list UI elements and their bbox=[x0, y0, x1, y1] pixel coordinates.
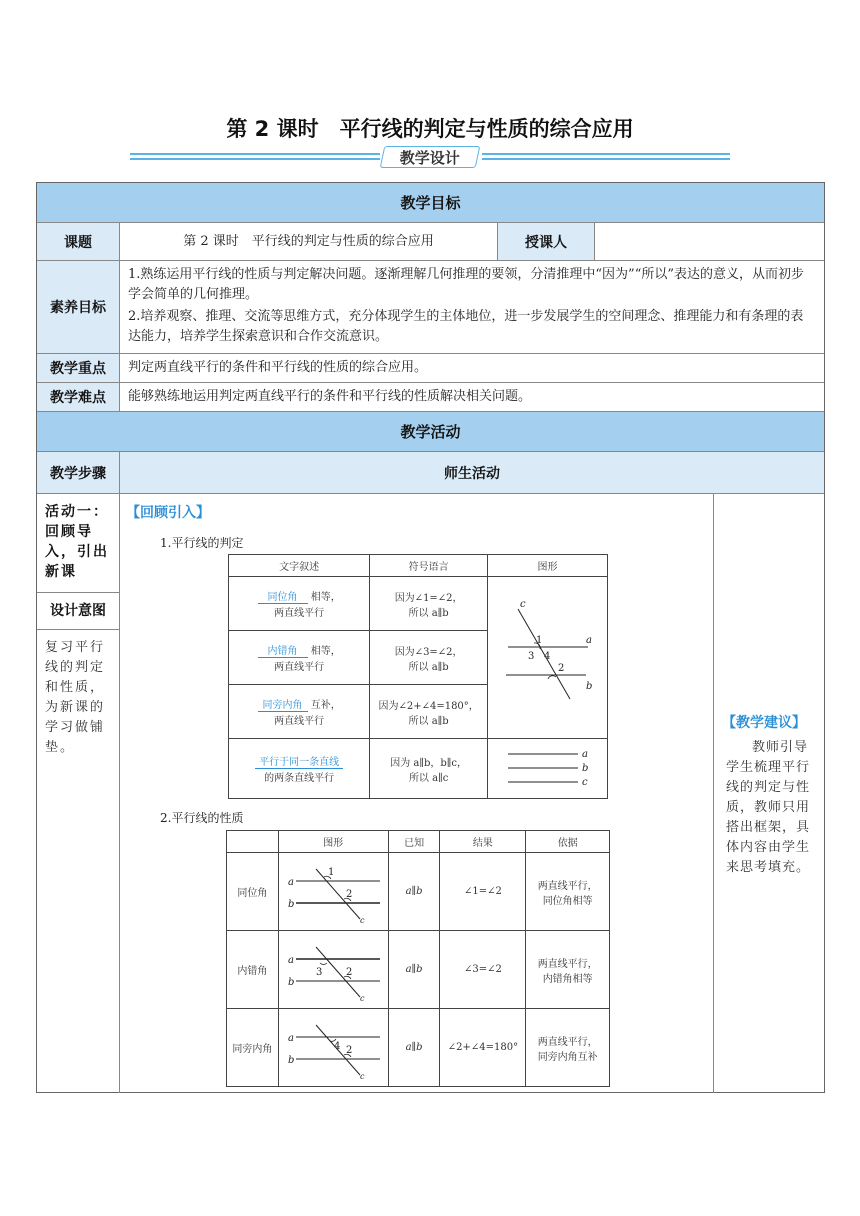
property-name: 同旁内角 bbox=[227, 1009, 279, 1087]
difficult-row bbox=[37, 383, 824, 412]
key-row bbox=[37, 354, 824, 383]
label-a: a bbox=[288, 877, 295, 888]
property-known: a∥b bbox=[388, 853, 440, 931]
subtitle-text: 教学设计 bbox=[399, 149, 460, 167]
answer-blank: 同旁内角 bbox=[258, 696, 308, 712]
course-row bbox=[37, 223, 824, 261]
basis-line2: 同旁内角互补 bbox=[537, 1051, 598, 1063]
judgement-tail: 相等， bbox=[310, 592, 341, 603]
property-name: 同位角 bbox=[227, 853, 279, 931]
judgement-symbol-cell bbox=[370, 577, 488, 631]
property-figure-cell bbox=[278, 1009, 388, 1087]
property-col-result: 结果 bbox=[440, 831, 526, 853]
judgement-symbol-cell bbox=[370, 685, 488, 739]
property-basis bbox=[526, 931, 610, 1009]
property-col-known: 已知 bbox=[388, 831, 440, 853]
label-a: a bbox=[288, 955, 295, 966]
teacher-value bbox=[595, 223, 824, 260]
label-4: 4 bbox=[334, 1041, 341, 1052]
teacher-student-label: 师生活动 bbox=[120, 452, 824, 493]
label-c: c bbox=[360, 1072, 365, 1081]
activity-header bbox=[37, 412, 824, 452]
label-c: c bbox=[360, 916, 365, 925]
answer-blank: 同位角 bbox=[258, 588, 308, 604]
symbol-line1: 因为 a∥b，b∥c， bbox=[390, 757, 468, 769]
property-result: ∠1=∠2 bbox=[440, 853, 526, 931]
basis-line2: 内错角相等 bbox=[542, 973, 593, 985]
steps-row bbox=[37, 452, 824, 494]
teacher-label: 授课人 bbox=[498, 223, 595, 260]
basis-line1: 两直线平行， bbox=[537, 1036, 598, 1048]
three-parallel-figure bbox=[492, 742, 602, 792]
label-b: b bbox=[586, 681, 593, 692]
activity-header-text: 教学活动 bbox=[400, 423, 461, 441]
judgement-line2: 两直线平行 bbox=[274, 608, 325, 619]
symbol-line1: 因为∠3=∠2， bbox=[394, 646, 463, 658]
label-b: b bbox=[582, 763, 589, 774]
course-label: 课题 bbox=[37, 223, 120, 260]
activity-step-column bbox=[37, 494, 120, 1093]
basis-line2: 同位角相等 bbox=[542, 895, 593, 907]
label-2: 2 bbox=[346, 889, 353, 900]
section-property-title: 2.平行线的性质 bbox=[160, 811, 244, 825]
property-row bbox=[227, 931, 610, 1009]
label-2: 2 bbox=[558, 663, 565, 674]
label-c: c bbox=[582, 777, 589, 788]
property-basis bbox=[526, 853, 610, 931]
property-result: ∠3=∠2 bbox=[440, 931, 526, 1009]
objectives-header-text: 教学目标 bbox=[400, 194, 461, 212]
suggestion-column bbox=[714, 494, 824, 1093]
judgement-table bbox=[228, 554, 608, 799]
review-title: 【回顾引入】 bbox=[126, 505, 210, 521]
difficult-label: 教学难点 bbox=[37, 383, 120, 411]
property-row bbox=[227, 853, 610, 931]
corresponding-angle-figure bbox=[280, 855, 386, 925]
judgement-line2: 的两条直线平行 bbox=[264, 773, 335, 784]
judgement-text-cell bbox=[229, 577, 370, 631]
steps-label: 教学步骤 bbox=[37, 452, 120, 493]
judgement-text-cell bbox=[229, 739, 370, 799]
design-text: 复习平行线的判定和性质，为新课的学习做铺垫。 bbox=[45, 640, 106, 755]
label-4: 4 bbox=[544, 651, 551, 662]
property-col-name bbox=[227, 831, 279, 853]
label-1: 1 bbox=[536, 635, 543, 646]
property-name: 内错角 bbox=[227, 931, 279, 1009]
answer-blank: 内错角 bbox=[258, 642, 308, 658]
literacy-row bbox=[37, 261, 824, 354]
judgement-header-row bbox=[229, 555, 608, 577]
difficult-value: 能够熟练地运用判定两直线平行的条件和平行线的性质解决相关问题。 bbox=[128, 389, 532, 404]
basis-line1: 两直线平行， bbox=[537, 958, 598, 970]
judgement-figure-cell bbox=[487, 577, 607, 739]
lesson-table bbox=[36, 182, 825, 1093]
property-row bbox=[227, 1009, 610, 1087]
judgement-line2: 两直线平行 bbox=[274, 716, 325, 727]
label-a: a bbox=[586, 635, 593, 646]
label-b: b bbox=[288, 977, 295, 988]
judgement-symbol-cell bbox=[370, 631, 488, 685]
activity-one-title: 活动一：回顾导入，引出新课 bbox=[45, 504, 109, 580]
label-b: b bbox=[288, 899, 295, 910]
symbol-line2: 所以 a∥b bbox=[408, 715, 449, 727]
label-c: c bbox=[360, 994, 365, 1003]
subtitle-banner bbox=[130, 146, 730, 168]
property-known: a∥b bbox=[388, 931, 440, 1009]
property-figure-cell bbox=[278, 853, 388, 931]
parallel-figure-cell bbox=[487, 739, 607, 799]
objectives-header bbox=[37, 183, 824, 223]
alternate-angle-figure bbox=[280, 933, 386, 1003]
judgement-col-figure: 图形 bbox=[487, 555, 607, 577]
key-label: 教学重点 bbox=[37, 354, 120, 382]
label-b: b bbox=[288, 1055, 295, 1066]
judgement-symbol-cell bbox=[370, 739, 488, 799]
judgement-text-cell bbox=[229, 631, 370, 685]
page-title: 第 2 课时 平行线的判定与性质的综合应用 bbox=[226, 117, 634, 141]
literacy-label: 素养目标 bbox=[37, 261, 120, 353]
label-2: 2 bbox=[346, 967, 353, 978]
symbol-line2: 所以 a∥c bbox=[408, 772, 449, 784]
judgement-row bbox=[229, 577, 608, 631]
literacy-content bbox=[120, 261, 824, 353]
course-value: 第 2 课时 平行线的判定与性质的综合应用 bbox=[120, 223, 498, 260]
judgement-tail: 互补， bbox=[310, 700, 341, 711]
literacy-item-2: 2.培养观察、推理、交流等思维方式，充分体现学生的主体地位，进一步发展学生的空间理念、推理能力和有条理的表达能力，培养学生探索意识和合作交流意识。 bbox=[128, 309, 804, 344]
label-a: a bbox=[582, 749, 589, 760]
property-known: a∥b bbox=[388, 1009, 440, 1087]
activity-content-column bbox=[120, 494, 714, 1093]
property-col-figure: 图形 bbox=[278, 831, 388, 853]
property-figure-cell bbox=[278, 931, 388, 1009]
label-1: 1 bbox=[328, 867, 335, 878]
design-label: 设计意图 bbox=[37, 592, 119, 630]
suggestion-text: 教师引导学生梳理平行线的判定与性质，教师只用搭出框架，具体内容由学生来思考填充。 bbox=[726, 740, 811, 875]
label-3: 3 bbox=[316, 967, 323, 978]
symbol-line2: 所以 a∥b bbox=[408, 607, 449, 619]
section-judgement-title: 1.平行线的判定 bbox=[160, 536, 244, 550]
property-basis bbox=[526, 1009, 610, 1087]
transversal-figure bbox=[488, 591, 606, 721]
answer-blank: 平行于同一条直线 bbox=[255, 753, 343, 769]
symbol-line1: 因为∠2+∠4=180°， bbox=[378, 700, 479, 712]
key-value: 判定两直线平行的条件和平行线的性质的综合应用。 bbox=[128, 360, 428, 375]
interior-angle-figure bbox=[280, 1011, 386, 1081]
symbol-line2: 所以 a∥b bbox=[408, 661, 449, 673]
label-3: 3 bbox=[528, 651, 535, 662]
property-table bbox=[226, 830, 610, 1087]
judgement-col-text: 文字叙述 bbox=[229, 555, 370, 577]
subtitle-tag bbox=[380, 146, 481, 168]
judgement-row bbox=[229, 739, 608, 799]
suggestion-title: 【教学建议】 bbox=[722, 715, 806, 731]
basis-line1: 两直线平行， bbox=[537, 880, 598, 892]
judgement-text-cell bbox=[229, 685, 370, 739]
literacy-item-1: 1.熟练运用平行线的性质与判定解决问题。逐渐理解几何推理的要领，分清推理中“因为”“所以”表达的意义，从而初步学会简单的几何推理。 bbox=[128, 267, 804, 302]
judgement-col-symbol: 符号语言 bbox=[370, 555, 488, 577]
property-result: ∠2+∠4=180° bbox=[440, 1009, 526, 1087]
judgement-line2: 两直线平行 bbox=[274, 662, 325, 673]
property-header-row bbox=[227, 831, 610, 853]
label-a: a bbox=[288, 1033, 295, 1044]
judgement-tail: 相等， bbox=[310, 646, 341, 657]
property-col-basis: 依据 bbox=[526, 831, 610, 853]
label-c: c bbox=[520, 599, 527, 610]
symbol-line1: 因为∠1=∠2， bbox=[394, 592, 463, 604]
label-2: 2 bbox=[346, 1045, 353, 1056]
